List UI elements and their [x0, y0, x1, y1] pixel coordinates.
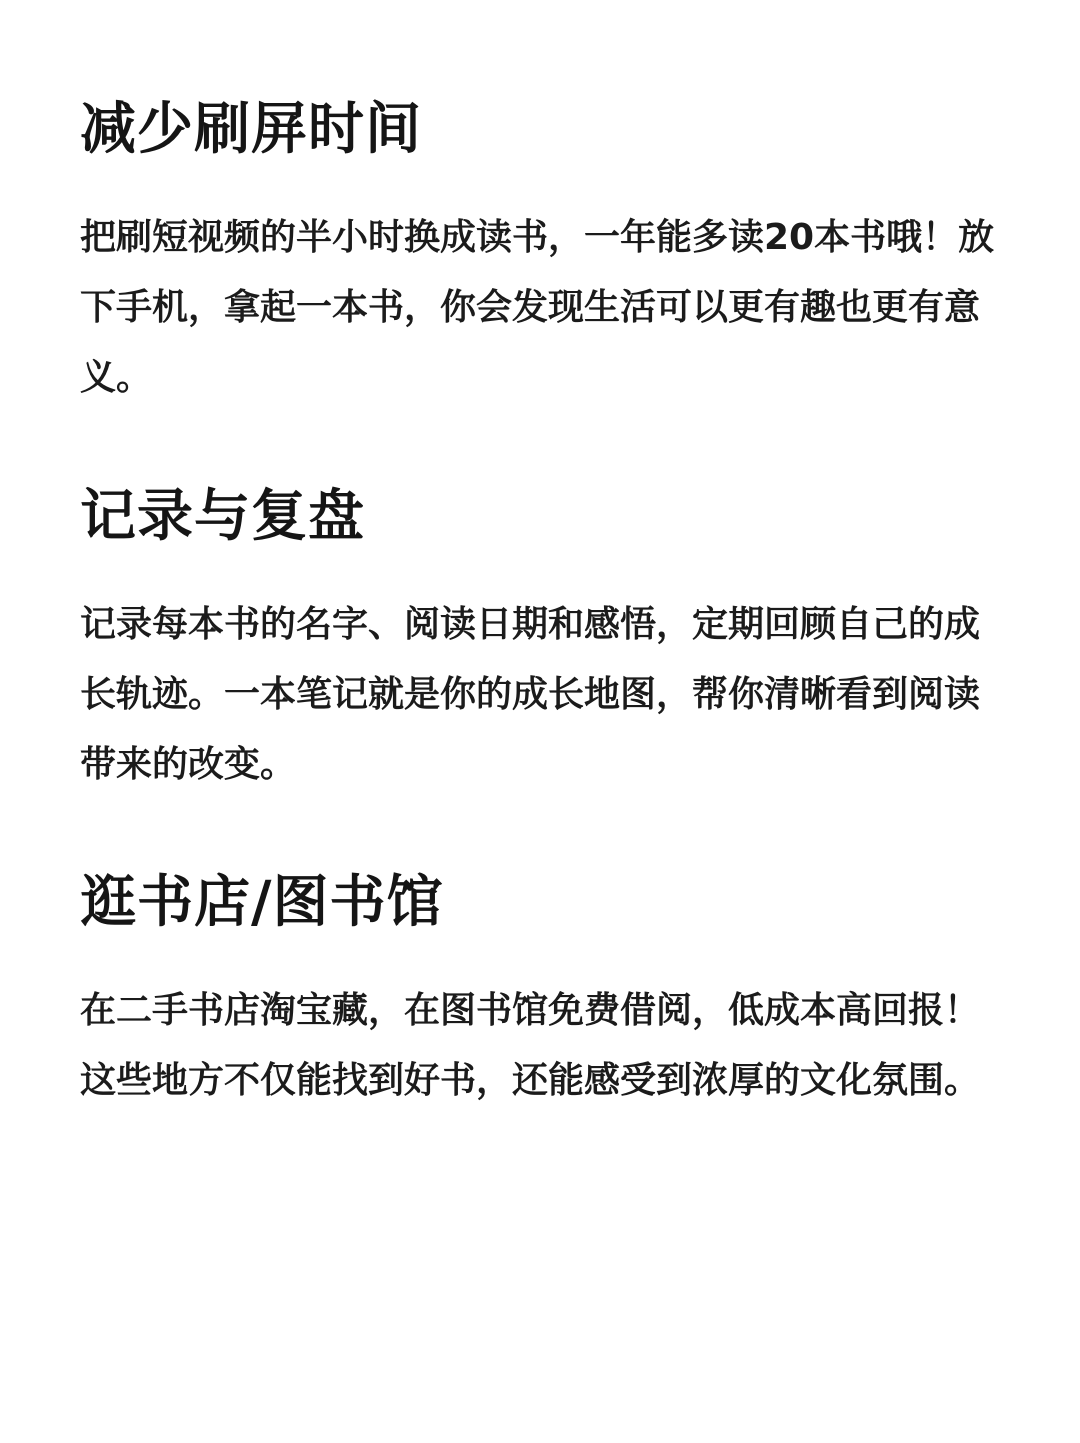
- section-heading: [76, 868, 451, 938]
- section-title: 逛书店/图书馆: [80, 870, 444, 935]
- section-heading: [76, 95, 430, 165]
- section-bookstore-library: [80, 868, 1010, 1116]
- section-record-review: [80, 482, 1010, 800]
- section-body: 把刷短视频的半小时换成读书，一年能多读20本书哦！放下手机，拿起一本书，你会发现生活可以更有趣也更有意义。: [80, 217, 995, 398]
- section-heading: [76, 482, 373, 552]
- section-reduce-screen-time: [80, 95, 1010, 413]
- section-body: 记录每本书的名字、阅读日期和感悟，定期回顾自己的成长轨迹。一本笔记就是你的成长地图，帮你清晰看到阅读带来的改变。: [80, 604, 981, 785]
- section-title: 减少刷屏时间: [80, 97, 422, 162]
- section-body: 在二手书店淘宝藏，在图书馆免费借阅，低成本高回报！这些地方不仅能找到好书，还能感受到浓厚的文化氛围。: [80, 990, 981, 1101]
- section-title: 记录与复盘: [80, 484, 365, 549]
